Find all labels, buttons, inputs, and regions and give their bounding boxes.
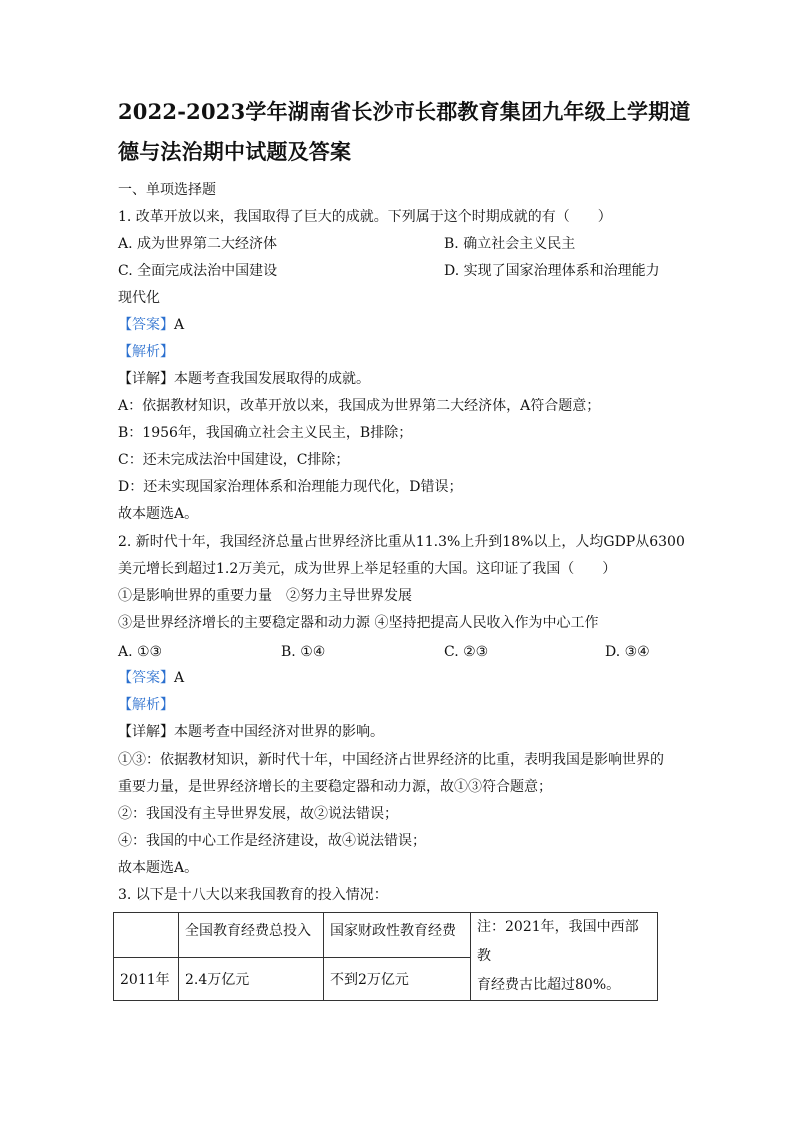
- q1-analysis-line: C：还未完成法治中国建设，C排除；: [118, 452, 350, 468]
- q2-statements-1: ①是影响世界的重要力量 ②努力主导世界发展: [118, 588, 412, 604]
- q2-analysis-label: 【解析】: [118, 697, 174, 713]
- q1-option-b: B. 确立社会主义民主: [444, 236, 576, 252]
- q1-option-d-cont: 现代化: [118, 290, 160, 306]
- section-heading: 一、单项选择题: [118, 182, 216, 198]
- q2-stem-1: 2. 新时代十年，我国经济总量占世界经济比重从11.3%上升到18%以上，人均GDP从6300: [118, 534, 685, 550]
- q2-analysis-line: ①③：依据教材知识，新时代十年，中国经济占世界经济的比重，表明我国是影响世界的: [118, 752, 664, 768]
- document-title: [118, 92, 691, 172]
- answer-value: A: [174, 670, 185, 686]
- q2-analysis-line: ②：我国没有主导世界发展，故②说法错误；: [118, 806, 398, 822]
- detail-label: 【详解】: [118, 724, 174, 740]
- table-note-line: 注：2021年，我国中西部教: [477, 919, 639, 964]
- table-cell: 2011年: [114, 958, 179, 1001]
- q1-analysis-line: B：1956年，我国确立社会主义民主，B排除；: [118, 425, 413, 441]
- answer-label: 【答案】: [118, 670, 174, 686]
- title-line-1: 2022-2023学年湖南省长沙市长郡教育集团九年级上学期道: [118, 99, 691, 124]
- title-line-2: 德与法治期中试题及答案: [118, 139, 352, 164]
- q2-answer: [118, 668, 184, 688]
- detail-text: 本题考查我国发展取得的成就。: [174, 371, 370, 387]
- q1-option-d: D. 实现了国家治理体系和治理能力: [444, 263, 660, 279]
- table-header-cell: 全国教育经费总投入: [179, 913, 324, 958]
- q1-detail: [118, 369, 370, 389]
- q2-statements-2: ③是世界经济增长的主要稳定器和动力源 ④坚持把提高人民收入作为中心工作: [118, 615, 599, 631]
- table-note-line: 育经费古比超过80%。: [477, 977, 621, 993]
- table-note-cell: [471, 913, 658, 1001]
- q2-option-a: A. ①③: [118, 644, 163, 660]
- q2-option-c: C. ②③: [444, 644, 489, 660]
- table-row: [114, 913, 658, 958]
- q1-answer: [118, 315, 184, 335]
- q1-analysis-label: 【解析】: [118, 344, 174, 360]
- education-investment-table: [113, 912, 658, 1001]
- q1-analysis-line: D：还未实现国家治理体系和治理能力现代化，D错误；: [118, 479, 463, 495]
- q1-analysis-line: A：依据教材知识，改革开放以来，我国成为世界第二大经济体，A符合题意；: [118, 398, 601, 414]
- answer-label: 【答案】: [118, 317, 174, 333]
- q2-analysis-line: ④：我国的中心工作是经济建设，故④说法错误；: [118, 833, 426, 849]
- q2-option-b: B. ①④: [281, 644, 326, 660]
- answer-value: A: [174, 317, 185, 333]
- q1-option-c: C. 全面完成法治中国建设: [118, 263, 278, 279]
- q2-stem-2: 美元增长到超过1.2万美元，成为世界上举足轻重的大国。这印证了我国（ ）: [118, 561, 617, 577]
- detail-text: 本题考查中国经济对世界的影响。: [174, 724, 384, 740]
- q1-option-a: A. 成为世界第二大经济体: [118, 236, 278, 252]
- q1-analysis-line: 故本题选A。: [118, 506, 199, 522]
- table-header-cell: [114, 913, 179, 958]
- table-cell: 2.4万亿元: [179, 958, 324, 1001]
- q2-detail: [118, 722, 384, 742]
- q1-stem: 1. 改革开放以来，我国取得了巨大的成就。下列属于这个时期成就的有（ ）: [118, 209, 612, 225]
- q3-stem: 3. 以下是十八大以来我国教育的投入情况：: [118, 887, 388, 903]
- table-cell: 不到2万亿元: [324, 958, 471, 1001]
- q2-analysis-line: 故本题选A。: [118, 860, 199, 876]
- q2-option-d: D. ③④: [605, 644, 650, 660]
- q2-analysis-line: 重要力量，是世界经济增长的主要稳定器和动力源，故①③符合题意；: [118, 779, 552, 795]
- detail-label: 【详解】: [118, 371, 174, 387]
- table-header-cell: 国家财政性教育经费: [324, 913, 471, 958]
